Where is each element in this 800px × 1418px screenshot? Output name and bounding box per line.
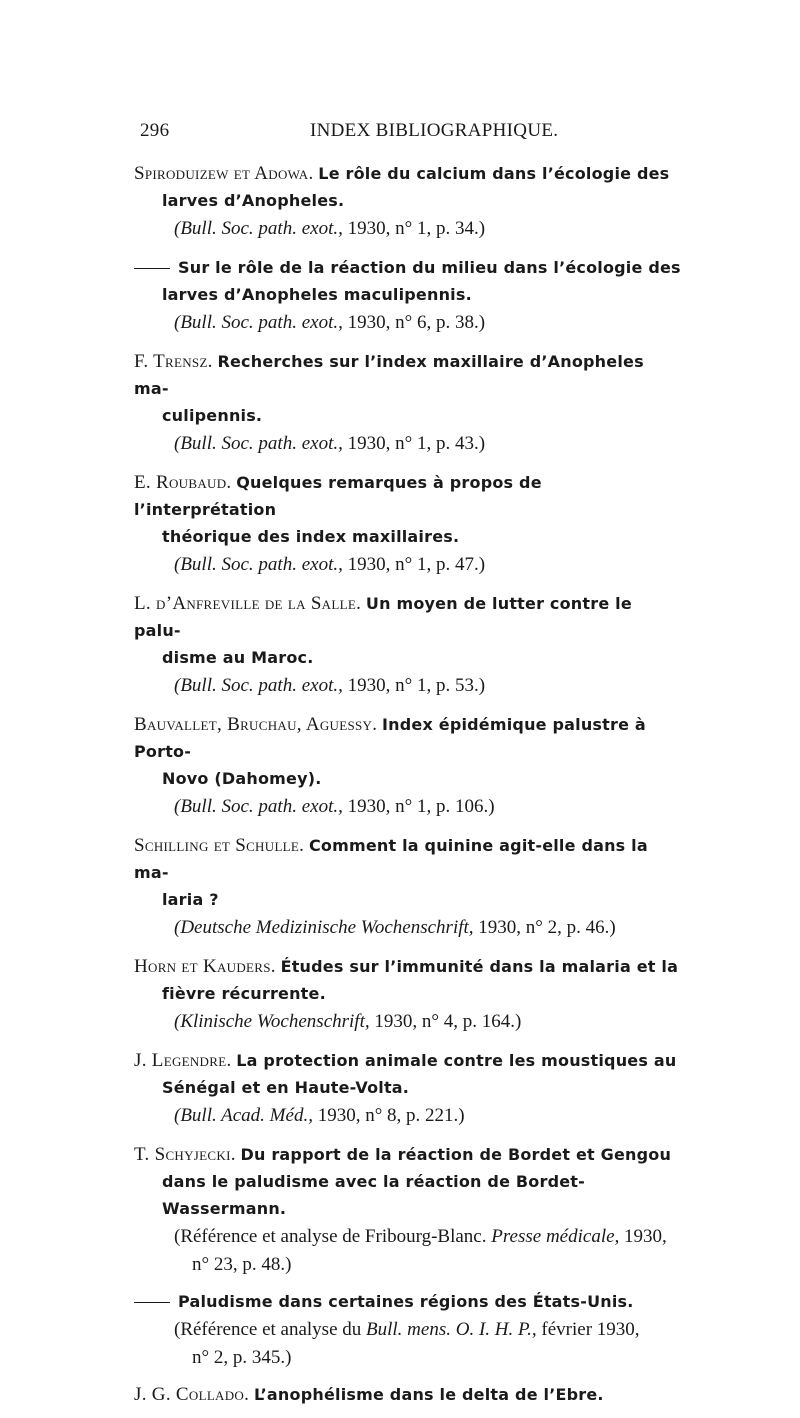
entry-ref-rest: 1930, n° 4, p. 164.) xyxy=(369,1011,522,1032)
bib-entry xyxy=(134,953,684,1037)
entry-ref-rest: 1930, n° 8, p. 221.) xyxy=(312,1105,465,1126)
entry-title: Quelques remarques à propos de l’interprétation xyxy=(134,473,542,519)
entry-journal: (Klinische Wochenschrift, xyxy=(174,1011,370,1032)
entry-journal: (Bull. Soc. path. exot., xyxy=(174,796,343,817)
entry-author: Bauvallet, Bruchau, Aguessy. xyxy=(134,714,378,735)
entry-author: J. G. Collado. xyxy=(134,1384,250,1405)
entry-title: Paludisme dans certaines régions des États-Unis. xyxy=(178,1292,634,1311)
entry-title-cont: larves d’Anopheles maculipennis. xyxy=(162,285,472,304)
entry-title: Le rôle du calcium dans l’écologie des xyxy=(318,164,670,183)
bib-entry xyxy=(134,711,684,822)
entry-title-cont: laria ? xyxy=(162,890,219,909)
bib-entry xyxy=(134,160,684,244)
entry-ref-pre: (Référence et analyse de Fribourg-Blanc. xyxy=(174,1226,492,1247)
entry-title-cont: Sénégal et en Haute-Volta. xyxy=(162,1078,410,1097)
entry-title-cont: culipennis. xyxy=(162,406,263,425)
entry-title-cont: larves d’Anopheles. xyxy=(162,191,345,210)
entry-title-cont: fièvre récurrente. xyxy=(162,984,326,1003)
entry-author: E. Roubaud. xyxy=(134,472,232,493)
entry-title: Comment la quinine agit-elle dans la ma- xyxy=(134,836,648,882)
bib-entry xyxy=(134,1047,684,1131)
entry-ref-rest: 1930, n° 1, p. 53.) xyxy=(342,675,486,696)
entry-author: Horn et Kauders. xyxy=(134,956,276,977)
entry-journal: (Bull. Soc. path. exot., xyxy=(174,218,343,239)
entry-journal: (Bull. Soc. path. exot., xyxy=(174,433,343,454)
ditto-dash xyxy=(134,268,170,269)
entry-title: L’anophélisme dans le delta de l’Ebre. xyxy=(253,1385,604,1404)
running-title: INDEX BIBLIOGRAPHIQUE. xyxy=(310,120,559,141)
entry-ref-rest: 1930, n° 1, p. 34.) xyxy=(342,218,486,239)
entry-journal: (Bull. Soc. path. exot., xyxy=(174,554,343,575)
entry-ref-rest: 1930, xyxy=(619,1226,667,1247)
entry-author: Spiroduizew et Adowa. xyxy=(134,163,314,184)
entry-ref-rest: 1930, n° 1, p. 106.) xyxy=(342,796,495,817)
entry-title: Sur le rôle de la réaction du milieu dans l’écologie des xyxy=(178,258,681,277)
entry-journal: (Bull. Acad. Méd., xyxy=(174,1105,313,1126)
entry-title-cont: dans le paludisme avec la réaction de Bordet-Wassermann. xyxy=(162,1172,585,1218)
entry-ref-rest: 1930, n° 1, p. 47.) xyxy=(342,554,486,575)
entry-title-cont: Novo (Dahomey). xyxy=(162,769,322,788)
entry-title: La protection animale contre les moustiques au xyxy=(236,1051,677,1070)
entry-journal: (Bull. Soc. path. exot., xyxy=(174,312,343,333)
entry-title: Du rapport de la réaction de Bordet et Gengou xyxy=(240,1145,672,1164)
page-number: 296 xyxy=(140,120,170,141)
bib-entry xyxy=(134,1381,684,1408)
entry-ref-rest: 1930, n° 2, p. 46.) xyxy=(473,917,616,938)
bibliography-list xyxy=(134,160,684,1418)
entry-author: T. Schyjecki. xyxy=(134,1144,236,1165)
entry-title: Recherches sur l’index maxillaire d’Anopheles ma- xyxy=(134,352,644,398)
bib-entry xyxy=(134,254,684,338)
ditto-dash xyxy=(134,1302,170,1303)
entry-title-cont: théorique des index maxillaires. xyxy=(162,527,460,546)
bib-entry xyxy=(134,1141,684,1278)
entry-title: Un moyen de lutter contre le palu- xyxy=(134,594,632,640)
entry-journal: Presse médicale, xyxy=(491,1226,620,1247)
entry-title: Études sur l’immunité dans la malaria et la xyxy=(280,957,679,976)
entry-ref-line2: n° 2, p. 345.) xyxy=(192,1347,292,1368)
bib-entry xyxy=(134,348,684,459)
entry-ref-rest: 1930, n° 1, p. 43.) xyxy=(342,433,486,454)
entry-author: L. d’Anfreville de la Salle. xyxy=(134,593,362,614)
entry-author: Schilling et Schulle. xyxy=(134,835,305,856)
entry-journal: Bull. mens. O. I. H. P., xyxy=(366,1319,537,1340)
bib-entry xyxy=(134,590,684,701)
entry-ref-pre: (Référence et analyse du xyxy=(174,1319,367,1340)
entry-author: F. Trensz. xyxy=(134,351,213,372)
entry-author: J. Legendre. xyxy=(134,1050,232,1071)
bib-entry xyxy=(134,832,684,943)
entry-title-cont: disme au Maroc. xyxy=(162,648,314,667)
bib-entry xyxy=(134,469,684,580)
entry-ref-rest: 1930, n° 6, p. 38.) xyxy=(342,312,486,333)
entry-journal: (Bull. Soc. path. exot., xyxy=(174,675,343,696)
entry-title: Index épidémique palustre à Porto- xyxy=(134,715,646,761)
entry-ref-line2: n° 23, p. 48.) xyxy=(192,1254,292,1275)
entry-journal: (Deutsche Medizinische Wochenschrift, xyxy=(174,917,474,938)
entry-ref-rest: février 1930, xyxy=(536,1319,640,1340)
bib-entry xyxy=(134,1288,684,1371)
